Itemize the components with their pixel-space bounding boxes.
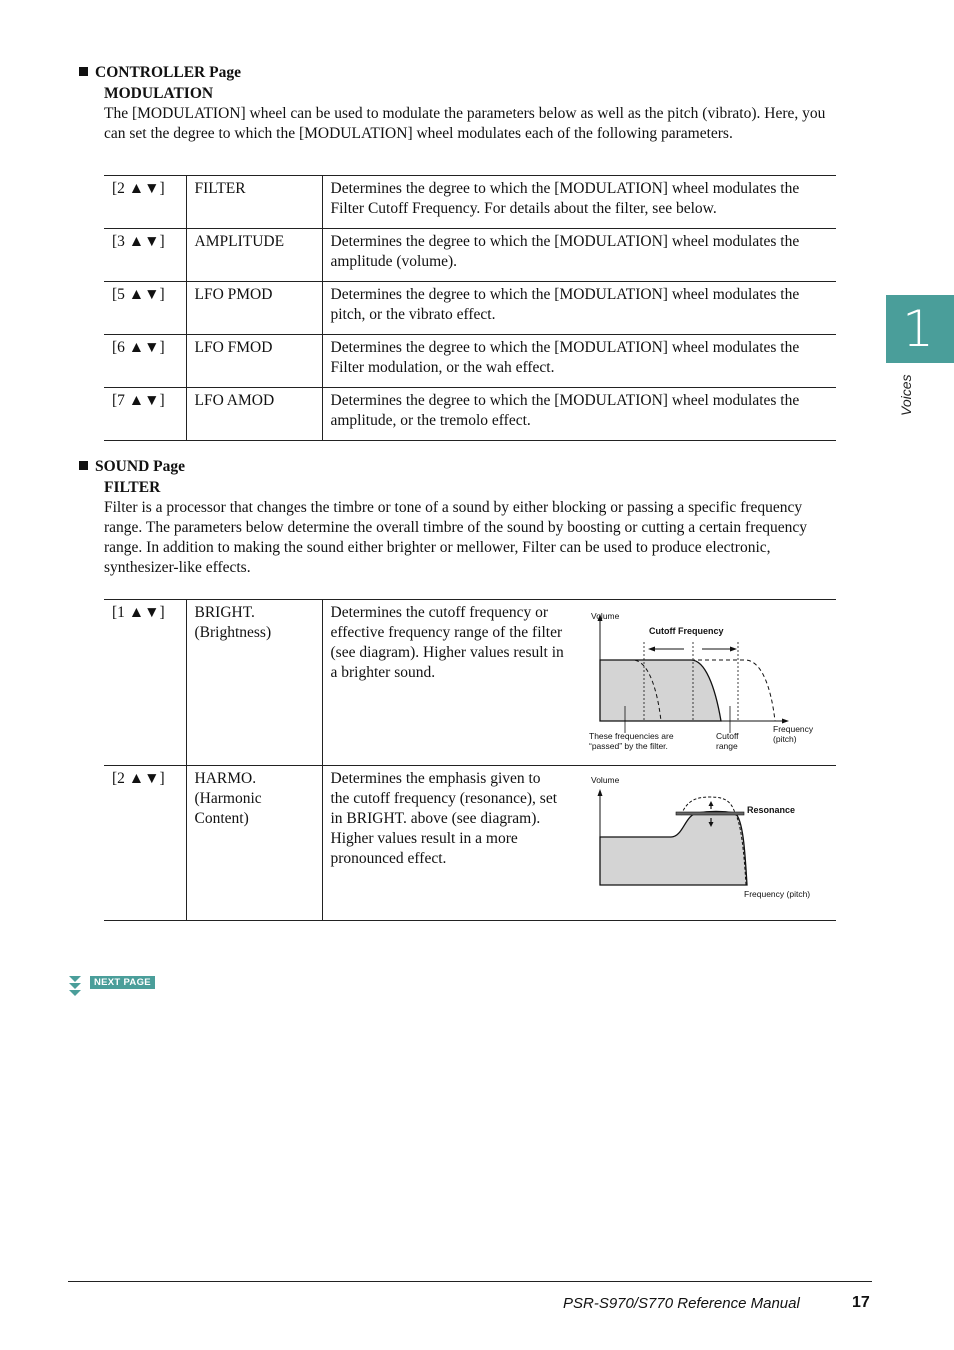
chapter-label xyxy=(898,376,928,424)
page-number: 17 xyxy=(852,1294,870,1311)
filter-subtitle: FILTER xyxy=(104,479,161,496)
modulation-subtitle: MODULATION xyxy=(104,85,214,102)
button-cell: [2 ▲▼] xyxy=(104,766,186,921)
desc-text: Determines the cutoff frequency or effective frequency range of the filter (see diagram). Higher values result in a brighter sound. xyxy=(330,604,564,681)
square-bullet-icon xyxy=(79,461,88,470)
table-row xyxy=(104,176,836,229)
chapter-number: 1 xyxy=(902,300,934,358)
resonance-label: Resonance xyxy=(747,805,796,815)
desc-cell: Determines the degree to which the [MODULATION] wheel modulates the Filter Cutoff Frequency. For details about the filter, see below. xyxy=(330,180,800,217)
param-cell: LFO AMOD xyxy=(186,388,322,441)
button-cell: [6 ▲▼] xyxy=(104,335,186,388)
table-row xyxy=(104,282,836,335)
next-page-badge[interactable]: NEXT PAGE xyxy=(90,976,155,989)
param-cell xyxy=(186,600,322,766)
volume-label: Volume xyxy=(591,611,620,621)
cutoff-label: Cutoff xyxy=(716,731,739,741)
button-cell: [5 ▲▼] xyxy=(104,282,186,335)
square-bullet-icon xyxy=(79,67,88,76)
chapter-label-text: Voices xyxy=(898,374,914,416)
desc-cell: Determines the degree to which the [MODULATION] wheel modulates the pitch, or the vibrato effect. xyxy=(330,286,800,323)
passed-label-line2: “passed” by the filter. xyxy=(589,741,668,751)
param-cell: FILTER xyxy=(186,176,322,229)
desc-cell: Determines the degree to which the [MODULATION] wheel modulates the amplitude, or the tremolo effect. xyxy=(330,392,800,429)
range-label: range xyxy=(716,741,738,751)
volume-label: Volume xyxy=(591,775,620,785)
footer-manual-title: PSR-S970/S770 Reference Manual xyxy=(563,1295,800,1312)
footer-divider xyxy=(68,1281,872,1282)
chapter-tab xyxy=(886,295,954,363)
cutoff-frequency-label: Cutoff Frequency xyxy=(649,626,724,636)
filter-intro: Filter is a processor that changes the timbre or tone of a sound by either blocking or passing a specific frequency range. The parameters below determine the overall timbre of the sound by boosting or cutting a certain frequency range. In addition to making the sound either brighter or mellower, Filter can be used to produce electronic, synthesizer-like effects. xyxy=(104,499,807,576)
controller-section-title: CONTROLLER Page xyxy=(79,63,241,83)
param-cell: LFO FMOD xyxy=(186,335,322,388)
frequency-label: Frequency xyxy=(773,724,814,734)
resonance-diagram xyxy=(585,771,830,906)
button-cell: [2 ▲▼] xyxy=(104,176,186,229)
param-text: HARMO. (Harmonic Content) xyxy=(194,770,262,827)
button-cell: [3 ▲▼] xyxy=(104,229,186,282)
table-row xyxy=(104,335,836,388)
button-cell: [1 ▲▼] xyxy=(104,600,186,766)
sound-section-title: SOUND Page xyxy=(79,457,185,477)
passed-label-line1: These frequencies are xyxy=(589,731,674,741)
param-cell xyxy=(186,766,322,921)
desc-cell: Determines the degree to which the [MODULATION] wheel modulates the Filter modulation, or the wah effect. xyxy=(330,339,800,376)
table-row xyxy=(104,388,836,441)
button-cell: [7 ▲▼] xyxy=(104,388,186,441)
modulation-table xyxy=(104,175,836,441)
table-row xyxy=(104,229,836,282)
desc-text: Determines the emphasis given to the cutoff frequency (resonance), set in BRIGHT. above (see diagram). Higher values result in a more pronounced effect. xyxy=(330,770,558,867)
modulation-intro: The [MODULATION] wheel can be used to modulate the parameters below as well as the pitch (vibrato). Here, you can set the degree to which the [MODULATION] wheel modulates each of the following parameters. xyxy=(104,105,826,142)
param-text: BRIGHT. (Brightness) xyxy=(194,604,272,641)
desc-cell: Determines the degree to which the [MODULATION] wheel modulates the amplitude (volume). xyxy=(330,233,800,270)
param-cell: AMPLITUDE xyxy=(186,229,322,282)
param-cell: LFO PMOD xyxy=(186,282,322,335)
frequency-pitch-label: Frequency (pitch) xyxy=(744,889,811,899)
pitch-label: (pitch) xyxy=(773,734,797,744)
cutoff-frequency-diagram xyxy=(585,606,830,756)
next-page-arrows-icon xyxy=(68,975,88,997)
